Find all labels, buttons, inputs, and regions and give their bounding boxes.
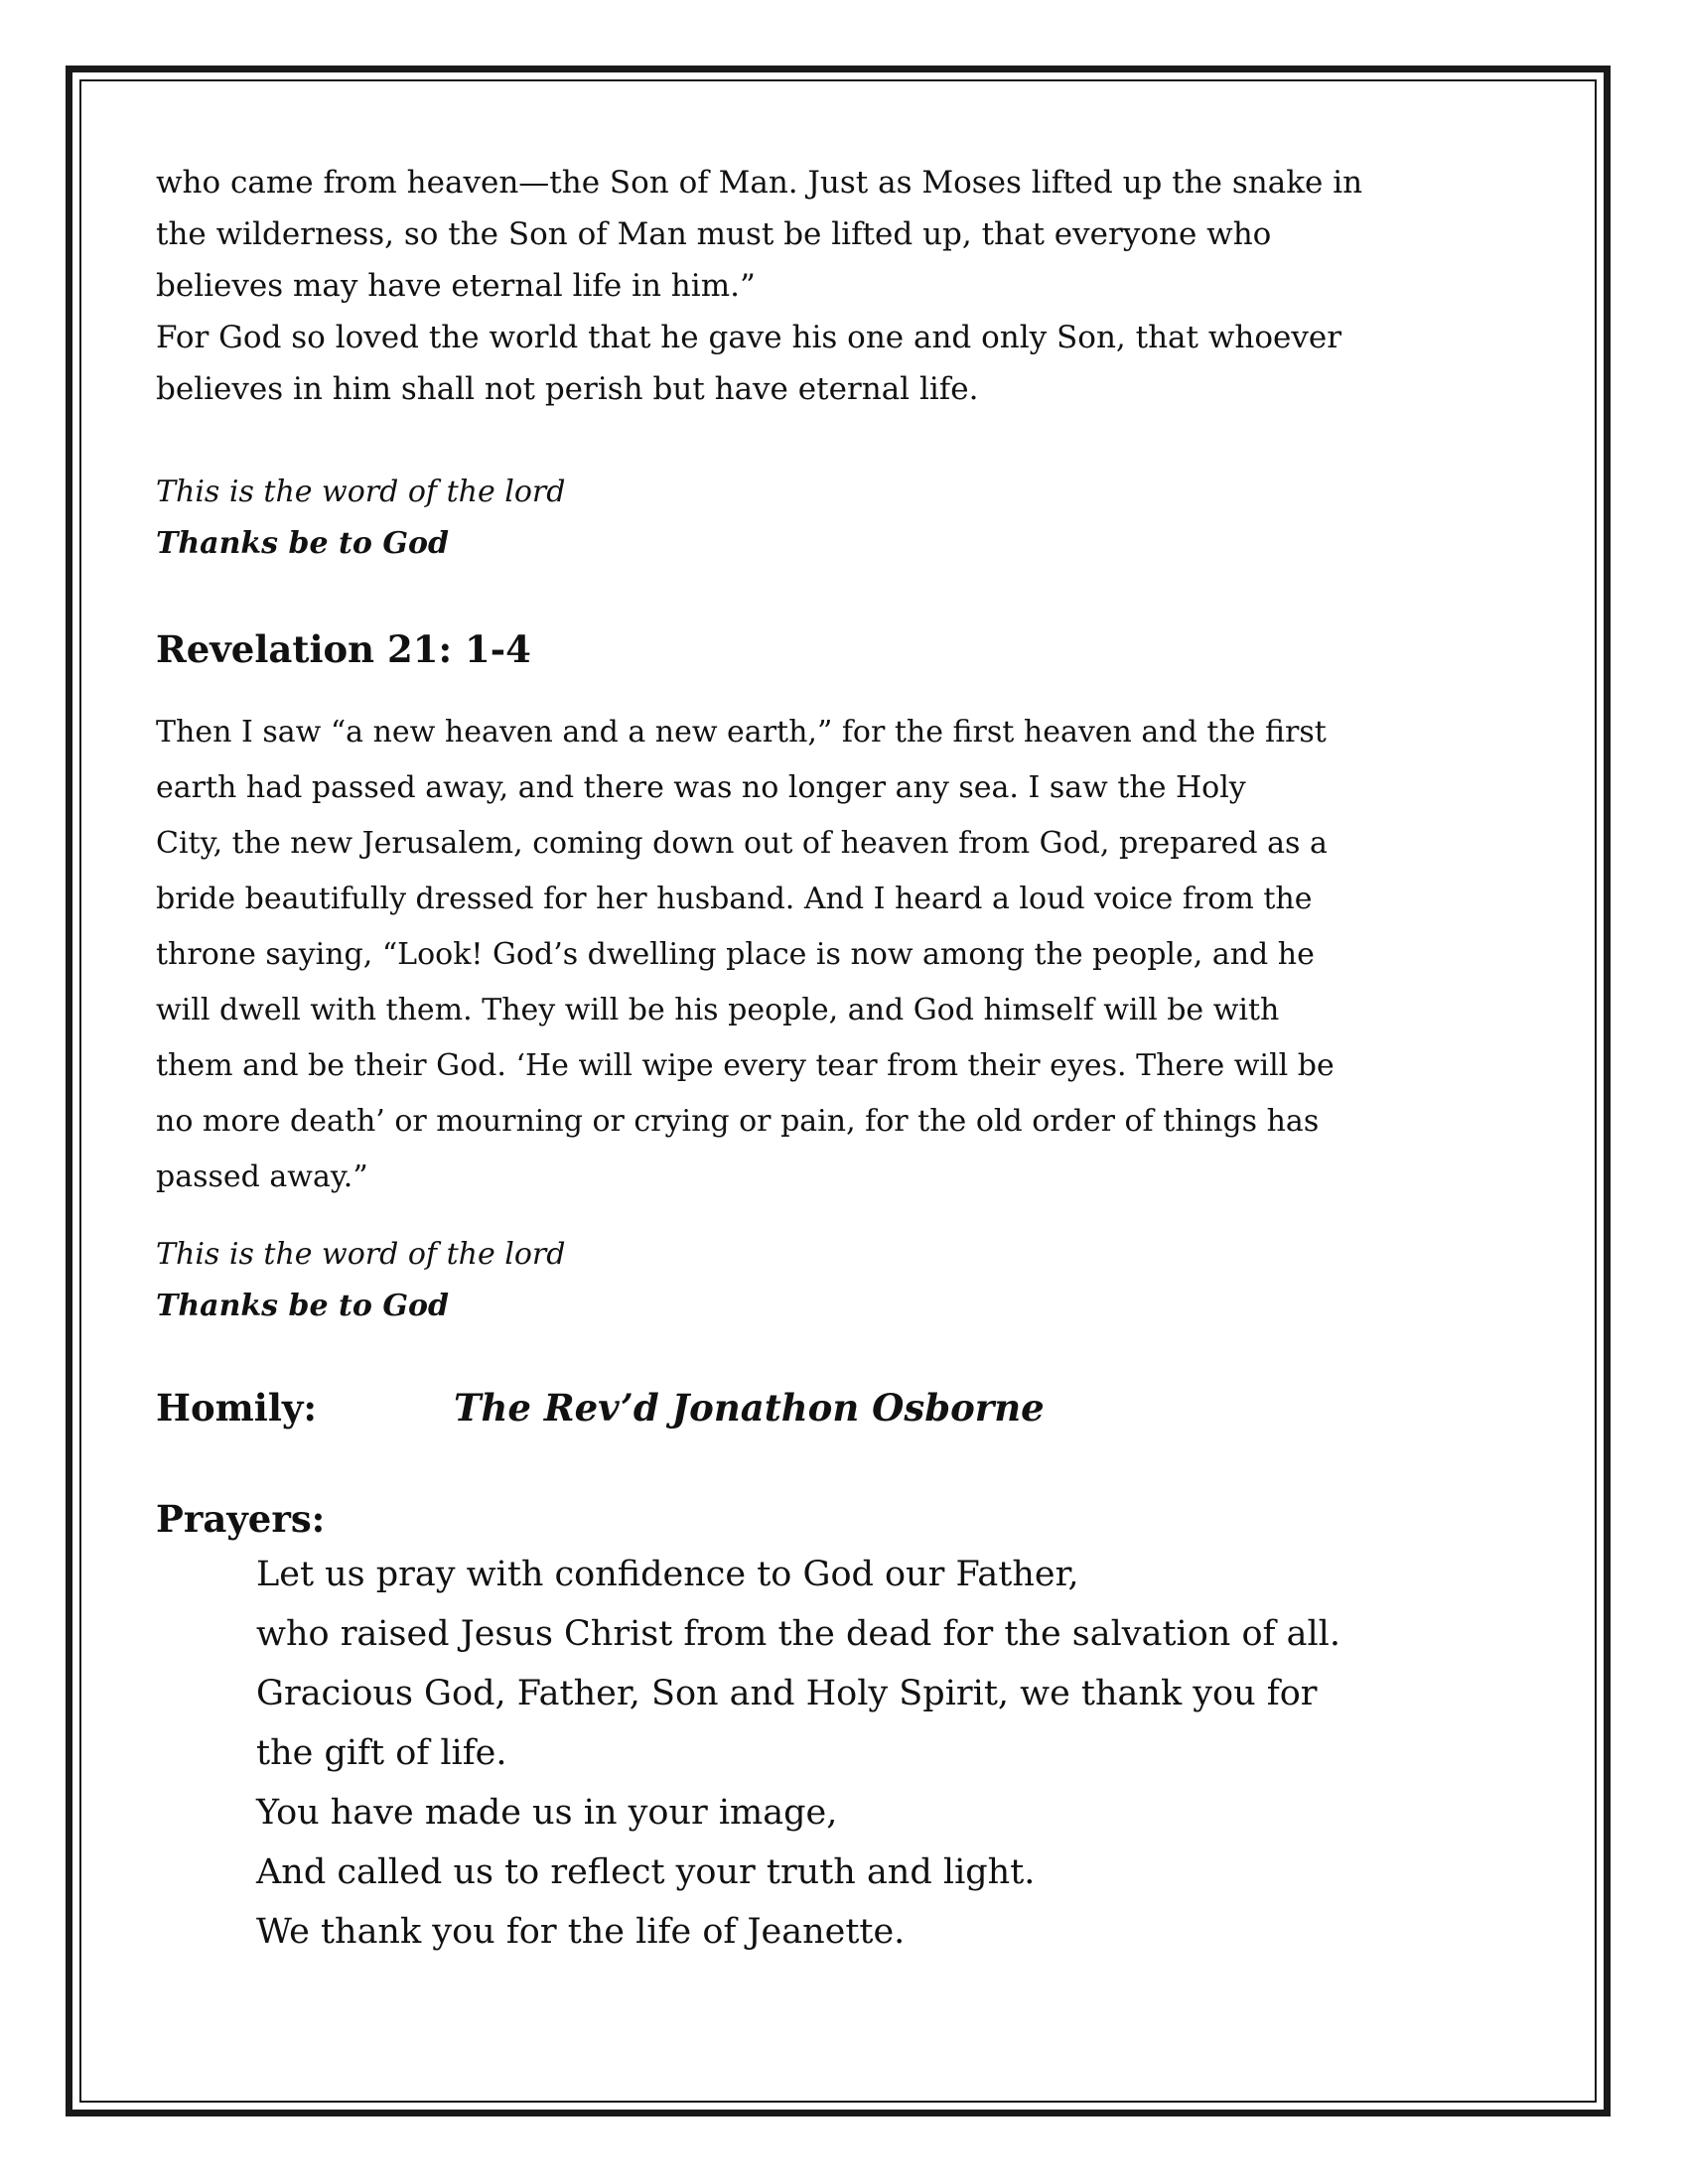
response-block-1 <box>156 467 1506 570</box>
people-response: Thanks be to God <box>156 526 449 561</box>
revelation-line: passed away.” <box>156 1160 368 1194</box>
homily-row <box>156 1382 1506 1433</box>
gospel-line: believes in him shall not perish but have eternal life. <box>156 371 979 407</box>
revelation-line: Then I saw “a new heaven and a new earth,” for the first heaven and the first <box>156 715 1327 750</box>
revelation-line: will dwell with them. They will be his people, and God himself will be with <box>156 993 1280 1027</box>
prayer-line: Let us pray with confidence to God our Father, <box>256 1555 1079 1594</box>
revelation-line: bride beautifully dressed for her husband. And I heard a loud voice from the <box>156 882 1313 916</box>
gospel-line: believes may have eternal life in him.” <box>156 268 756 304</box>
revelation-text <box>156 705 1506 1205</box>
gospel-line: who came from heaven—the Son of Man. Just as Moses lifted up the snake in <box>156 165 1363 201</box>
people-response: Thanks be to God <box>156 1289 449 1323</box>
revelation-line: earth had passed away, and there was no longer any sea. I saw the Holy <box>156 770 1246 805</box>
gospel-continuation <box>156 157 1506 415</box>
homily-label: Homily: <box>156 1386 318 1430</box>
gospel-line: the wilderness, so the Son of Man must be lifted up, that everyone who <box>156 216 1272 252</box>
homily-preacher: The Rev’d Jonathon Osborne <box>454 1386 1045 1430</box>
prayer-line: who raised Jesus Christ from the dead for the salvation of all. <box>256 1614 1340 1654</box>
reading-title: Revelation 21: 1-4 <box>156 627 531 671</box>
revelation-line: no more death’ or mourning or crying or pain, for the old order of things has <box>156 1104 1320 1139</box>
prayer-line: Gracious God, Father, Son and Holy Spirit, we thank you for <box>256 1674 1318 1713</box>
prayers-label: Prayers: <box>156 1497 326 1541</box>
response-block-2 <box>156 1229 1506 1332</box>
prayer-line: You have made us in your image, <box>256 1793 838 1833</box>
prayer-line: And called us to reflect your truth and light. <box>256 1852 1036 1892</box>
prayers-text <box>156 1545 1506 1962</box>
reader-response: This is the word of the lord <box>156 1237 566 1272</box>
revelation-line: throne saying, “Look! God’s dwelling place is now among the people, and he <box>156 937 1315 972</box>
prayer-line: We thank you for the life of Jeanette. <box>256 1912 906 1952</box>
revelation-line: City, the new Jerusalem, coming down out of heaven from God, prepared as a <box>156 826 1328 861</box>
gospel-line: For God so loved the world that he gave his one and only Son, that whoever <box>156 320 1342 355</box>
reader-response: This is the word of the lord <box>156 475 566 509</box>
revelation-line: them and be their God. ‘He will wipe every tear from their eyes. There will be <box>156 1048 1335 1083</box>
prayer-line: the gift of life. <box>256 1733 507 1773</box>
page-content <box>156 157 1506 1962</box>
